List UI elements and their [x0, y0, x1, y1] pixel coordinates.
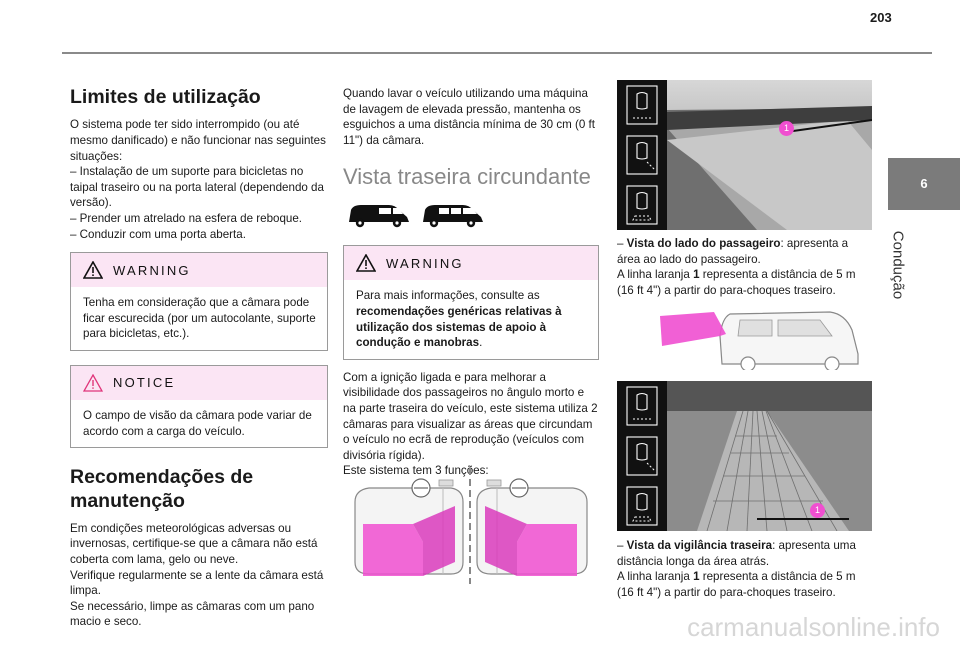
camera-screen-passenger: [617, 80, 872, 230]
warning-icon: [83, 261, 103, 279]
chapter-label: Condução: [889, 230, 907, 300]
page-number: 203: [870, 10, 892, 25]
column-2: [343, 86, 599, 479]
van-side-zone-diagram: [660, 306, 862, 370]
heading-rear-view: Vista traseira circundante: [343, 164, 591, 190]
watermark: carmanualsonline.info: [687, 612, 940, 642]
van-icons: [343, 198, 503, 232]
notice-icon: [83, 374, 103, 392]
heading-maintenance: Recomendações de manutenção: [70, 466, 254, 512]
system-text: Com a ignição ligada e para melhorar a visibilidade dos passageiros no ângulo morto e na parte traseira do veículo, este sistema utiliza 2 câmaras para visualizar as áreas que circundam o veículo no ecrã de reprodução (veículos com divisória rígida). Este sistema tem 3 funções:: [343, 370, 598, 478]
maintenance-text: Em condições meteorológicas adversas ou invernosas, certifique-se que a câmara não está coberta com lama, gelo ou neve. Verifique regularmente se a lente da câmara está limpa. Se necessário, limpe as câmaras com um pano macio e seco.: [70, 521, 324, 629]
header-rule: [62, 52, 932, 54]
rear-view-text: – Vista da vigilância traseira: apresenta uma distância longa da área atrás. A linha laranja 1 representa a distância de 5 m (16 ft 4") a partir do para-choques traseiro.: [617, 539, 856, 599]
warning-text-2: Para mais informações, consulte as recomendações genéricas relativas à utilização dos sistemas de apoio à condução e manobras.: [356, 289, 562, 350]
camera-zones-diagram: [343, 466, 597, 584]
passenger-view-text: – Vista do lado do passageiro: apresenta a área ao lado do passageiro. A linha laranja 1 representa a distância de 5 m (16 ft 4") a partir do para-choques traseiro.: [617, 237, 856, 297]
chapter-tab[interactable]: 6: [888, 158, 960, 210]
washing-text: Quando lavar o veículo utilizando uma máquina de lavagem de elevada pressão, mantenha os esguichos a uma distância mínima de 30 cm (0 ft 11") da câmara.: [343, 87, 595, 147]
notice-text: O campo de visão da câmara pode variar de acordo com a carga do veículo.: [83, 408, 312, 438]
warning-box-2: [343, 245, 599, 359]
column-1: [70, 86, 328, 630]
heading-usage-limits: Limites de utilização: [70, 86, 261, 108]
marker-1-rear: 1: [810, 503, 825, 518]
warning-title: WARNING: [113, 262, 191, 278]
warning-title-2: WARNING: [386, 255, 464, 271]
notice-title: NOTICE: [113, 375, 176, 391]
warning-box: [70, 252, 328, 351]
warning-text: Tenha em consideração que a câmara pode ficar escurecida (por um autocolante, suporte para bicicletas, etc.).: [83, 296, 316, 341]
left-camera-zone: [363, 524, 423, 576]
usage-limits-text: O sistema pode ter sido interrompido (ou até mesmo danificado) e não funcionar nas seguintes situações: – Instalação de um suporte para bicicletas no taipal traseiro ou na porta lateral (dependendo da versão). – Prender um atrelado na esfera de reboque. – Conduzir com uma porta aberta.: [70, 118, 326, 241]
marker-1: 1: [779, 121, 794, 136]
camera-screen-rear: [617, 381, 872, 531]
notice-box: [70, 365, 328, 448]
warning-icon: [356, 254, 376, 272]
